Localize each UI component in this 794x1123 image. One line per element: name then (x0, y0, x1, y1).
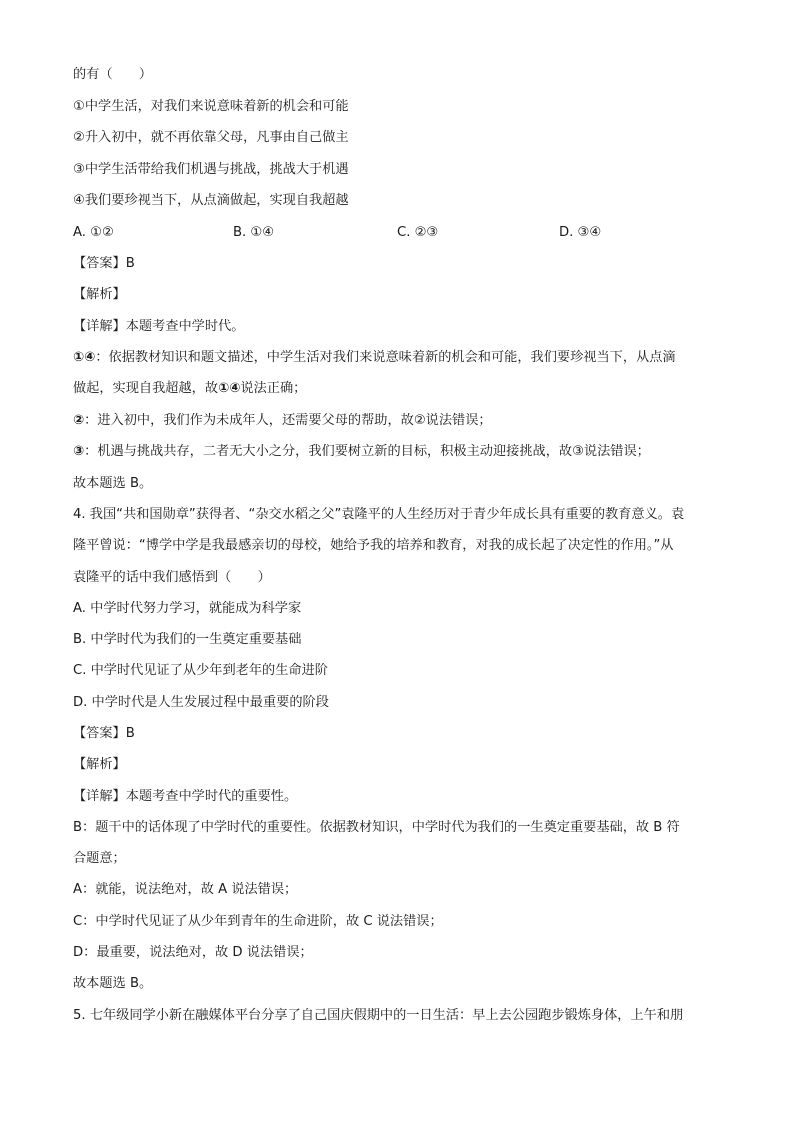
q3-answer: 【答案】B (73, 256, 135, 271)
q3-detail: 【详解】本题考查中学时代。 (73, 319, 245, 334)
q3-item-1: ①中学生活，对我们来说意味着新的机会和可能 (73, 99, 349, 114)
q3-explanation-14-line2 (73, 380, 733, 398)
q3-analysis-label: 【解析】 (73, 287, 126, 302)
q4-stem-line1: 4. 我国“共和国勋章”获得者、“杂交水稻之父”袁隆平的人生经历对于青少年成长具有重要的教育意义。袁 (73, 507, 685, 522)
q3-option-d: D. ③④ (559, 225, 602, 240)
q3-explanation-3-head: ③ (73, 444, 85, 459)
q3-option-a: A. ①② (73, 225, 114, 240)
q4-option-a: A. 中学时代努力学习，就能成为科学家 (73, 601, 302, 616)
q4-stem-line2: 隆平曾说：“博学中学是我最感亲切的母校，她给予我的培养和教育，对我的成长起了决定性的作用。”从 (73, 538, 674, 553)
q4-conclusion: 故本题选 B。 (73, 976, 153, 991)
q4-option-c: C. 中学时代见证了从少年到老年的生命进阶 (73, 663, 328, 678)
q3-explanation-14-text2a: 做起，实现自我超越，故 (73, 381, 219, 396)
q4-explanation-a: A：就能，说法绝对，故 A 说法错误； (73, 882, 298, 897)
q3-explanation-14-line1 (73, 349, 733, 367)
q3-explanation-3 (73, 443, 733, 461)
q3-explanation-14-text2b: 说法正确； (240, 381, 307, 396)
q3-explanation-2-text: ：进入初中，我们作为未成年人，还需要父母的帮助，故②说法错误； (84, 413, 492, 428)
q5-stem-line1: 5. 七年级同学小新在融媒体平台分享了自己国庆假期中的一日生活：早上去公园跑步锻炼身体，上午和朋 (73, 1008, 684, 1023)
q4-explanation-b-line2: 合题意； (73, 851, 126, 866)
q4-option-b: B. 中学时代为我们的一生奠定重要基础 (73, 632, 302, 647)
q4-analysis-label: 【解析】 (73, 757, 126, 772)
q4-stem-line3: 袁隆平的话中我们感悟到（ ） (73, 570, 271, 585)
q4-answer: 【答案】B (73, 726, 135, 741)
q4-explanation-b-line1: B：题干中的话体现了中学时代的重要性。依据教材知识，中学时代为我们的一生奠定重要基础，故 B 符 (73, 820, 680, 835)
q3-explanation-3-text: ：机遇与挑战共存，二者无大小之分，我们要树立新的目标，积极主动迎接挑战，故③说法错误； (84, 444, 650, 459)
q4-option-d: D. 中学时代是人生发展过程中最重要的阶段 (73, 695, 329, 710)
q4-explanation-d: D：最重要，说法绝对，故 D 说法错误； (73, 945, 313, 960)
q3-explanation-2 (73, 412, 733, 430)
q3-explanation-2-head: ② (73, 413, 85, 428)
q3-explanation-14-head: ①④ (73, 350, 96, 365)
q4-explanation-c: C：中学时代见证了从少年到青年的生命进阶，故 C 说法错误； (73, 914, 443, 929)
q3-item-3: ③中学生活带给我们机遇与挑战，挑战大于机遇 (73, 162, 349, 177)
q4-detail: 【详解】本题考查中学时代的重要性。 (73, 789, 298, 804)
q3-option-b: B. ①④ (233, 225, 275, 240)
q3-stem-tail: 的有（ ） (73, 67, 153, 82)
q3-item-2: ②升入初中，就不再依靠父母，凡事由自己做主 (73, 130, 349, 145)
q3-option-c: C. ②③ (397, 225, 439, 240)
q3-explanation-14-text: ：依据教材知识和题文描述，中学生活对我们来说意味着新的机会和可能，我们要珍视当下，从点滴 (95, 350, 676, 365)
q3-conclusion: 故本题选 B。 (73, 476, 153, 491)
q3-explanation-14-mark: ①④ (218, 381, 241, 396)
q3-item-4: ④我们要珍视当下，从点滴做起，实现自我超越 (73, 193, 349, 208)
q3-options (73, 224, 733, 242)
